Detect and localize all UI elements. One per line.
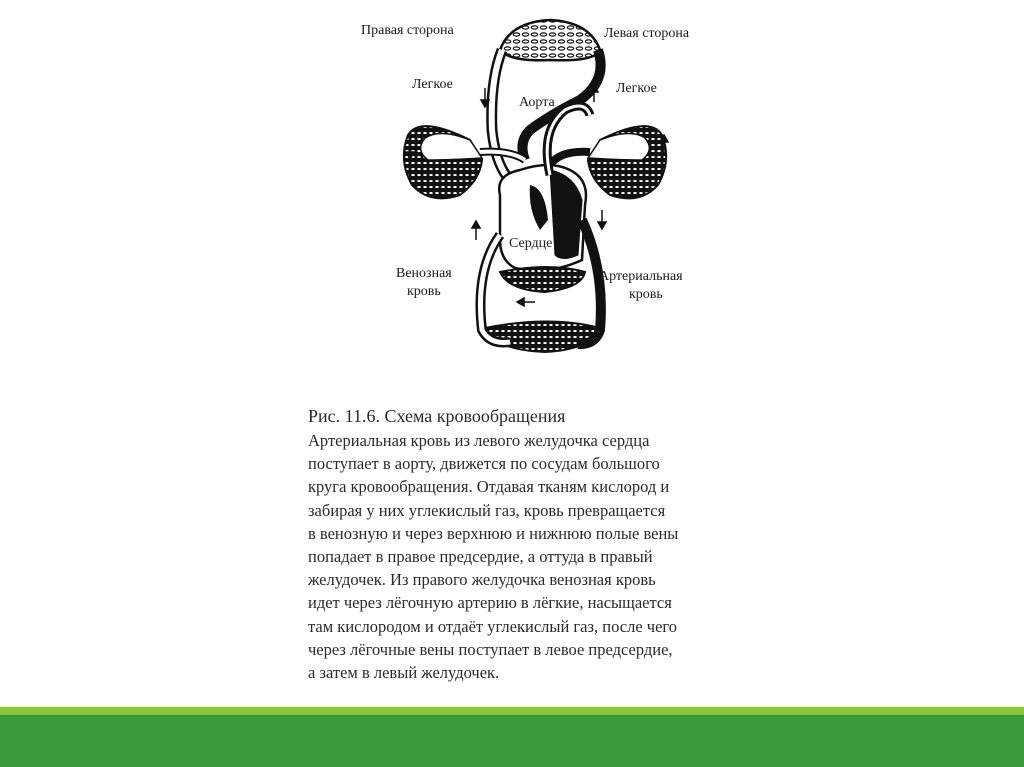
head-capillary-bed <box>500 20 600 60</box>
caption-line: попадает в правое предсердие, а оттуда в правый <box>308 547 653 567</box>
caption-title: Рис. 11.6. Схема кровообращения <box>308 406 566 426</box>
caption-line: в венозную и через верхнюю и нижнюю полые вены <box>308 523 679 543</box>
caption-line: поступает в аорту, движется по сосудам большого <box>308 454 660 474</box>
figure-caption <box>308 405 778 684</box>
label-arterial-1: Артериальная <box>599 269 683 284</box>
body-capillary-bed-upper <box>500 267 585 292</box>
pulmonary-vein <box>550 152 590 165</box>
footer-band <box>0 715 1024 767</box>
caption-line: а затем в левый желудочек. <box>308 663 500 683</box>
label-lung-left: Легкое <box>412 77 453 92</box>
caption-line: круга кровообращения. Отдавая тканям кислород и <box>308 477 670 497</box>
label-left-side: Левая сторона <box>604 26 690 41</box>
circulation-diagram <box>350 10 720 370</box>
label-lung-right: Легкое <box>616 81 657 96</box>
footer-band-accent <box>0 707 1024 715</box>
caption-line: идет через лёгочную артерию в лёгкие, насыщается <box>308 593 672 613</box>
caption-line: там кислородом и отдаёт углекислый газ, после чего <box>308 616 678 636</box>
caption-line: желудочек. Из правого желудочка венозная кровь <box>308 570 656 590</box>
caption-line: через лёгочные вены поступает в левое предсердие, <box>308 639 673 659</box>
caption-body <box>308 429 778 684</box>
caption-line: забирая у них углекислый газ, кровь превращается <box>308 500 666 520</box>
label-aorta: Аорта <box>519 95 555 110</box>
label-right-side: Правая сторона <box>361 23 454 38</box>
label-venous-2: кровь <box>407 284 441 299</box>
circulation-diagram-drawing <box>350 10 720 370</box>
label-venous-1: Венозная <box>396 266 452 281</box>
label-arterial-2: кровь <box>629 287 663 302</box>
label-heart: Сердце <box>509 236 553 251</box>
caption-line: Артериальная кровь из левого желудочка сердца <box>308 431 650 450</box>
